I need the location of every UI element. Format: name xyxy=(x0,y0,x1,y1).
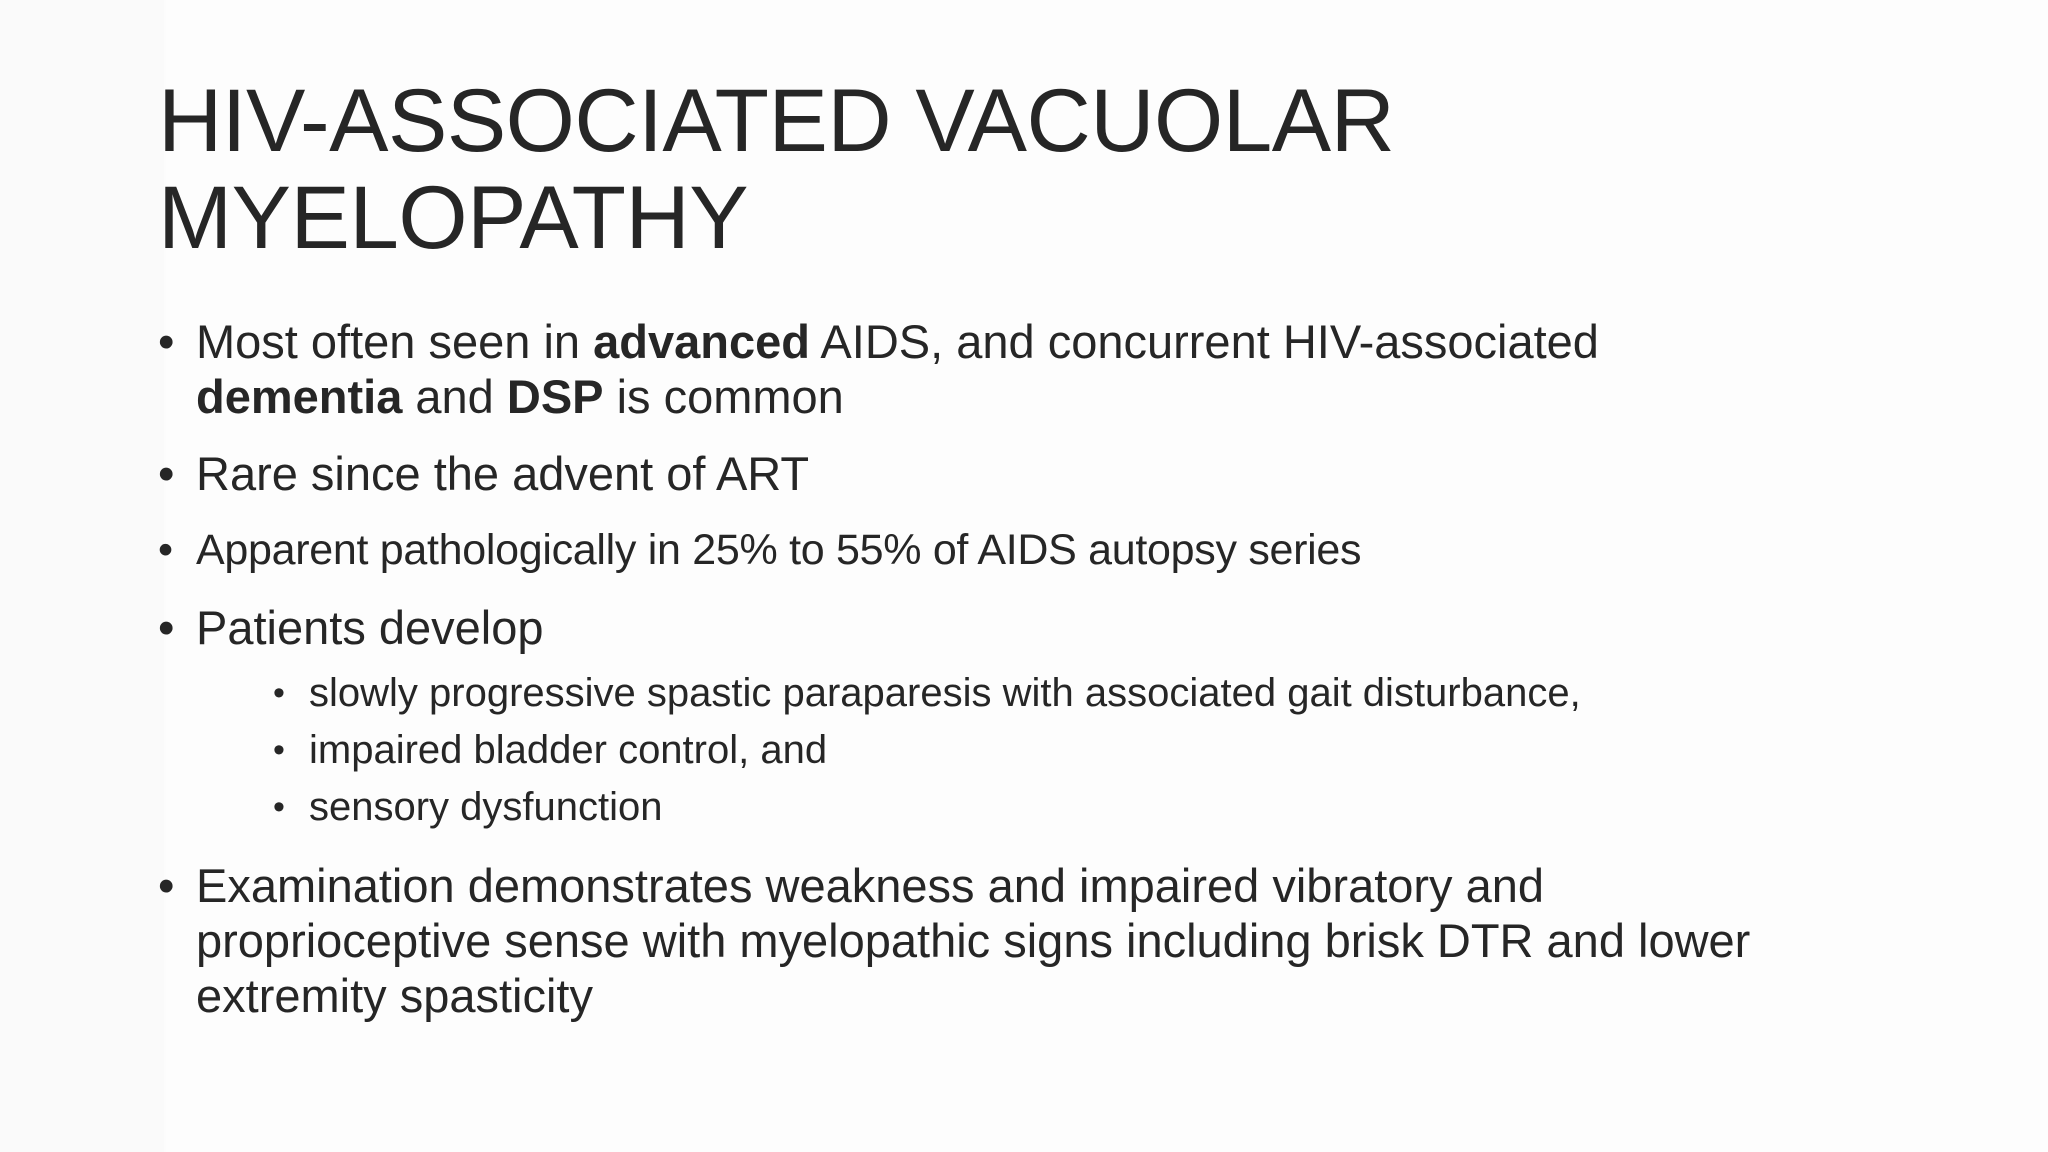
bullet-autopsy-series: • Apparent pathologically in 25% to 55% of AIDS autopsy series xyxy=(158,523,1998,578)
bullet-examination-line-1: • Examination demonstrates weakness and impaired vibratory and xyxy=(196,859,1545,912)
title-line-1: HIV-ASSOCIATED VACUOLAR xyxy=(158,70,1395,170)
bullet-text: Most often seen in xyxy=(196,315,594,368)
bullet-examination xyxy=(158,858,1998,1023)
slide-title xyxy=(158,72,1918,266)
bullet-examination-line-3: extremity spasticity xyxy=(196,969,593,1022)
bullet-advanced-aids-line-2 xyxy=(196,369,1998,424)
sub-bullet-bladder-control: • impaired bladder control, and xyxy=(273,722,1998,779)
bullet-list xyxy=(158,314,1998,1045)
bold-dementia: dementia xyxy=(196,370,403,423)
title-line-2: MYELOPATHY xyxy=(158,167,749,267)
sub-bullet-sensory-dysfunction: • sensory dysfunction xyxy=(273,779,1998,836)
sub-bullet-list xyxy=(196,665,1998,836)
bold-advanced: advanced xyxy=(593,315,810,368)
bullet-rare-since-art: • Rare since the advent of ART xyxy=(158,446,1998,501)
bullet-text: and xyxy=(402,370,507,423)
bold-dsp: DSP xyxy=(506,370,604,423)
bullet-advanced-aids-line-1 xyxy=(196,314,1998,369)
bullet-text: is common xyxy=(603,370,844,423)
sub-bullet-paraparesis: • slowly progressive spastic paraparesis with associated gait disturbance, xyxy=(273,665,1998,722)
bullet-examination-line-2: proprioceptive sense with myelopathic signs including brisk DTR and lower xyxy=(196,914,1751,967)
bullet-advanced-aids xyxy=(158,314,1998,424)
bullet-text: AIDS, and concurrent HIV-associated xyxy=(809,315,1599,368)
bullet-patients-develop xyxy=(158,600,1998,836)
bullet-patients-develop-text: Patients develop xyxy=(196,601,544,654)
